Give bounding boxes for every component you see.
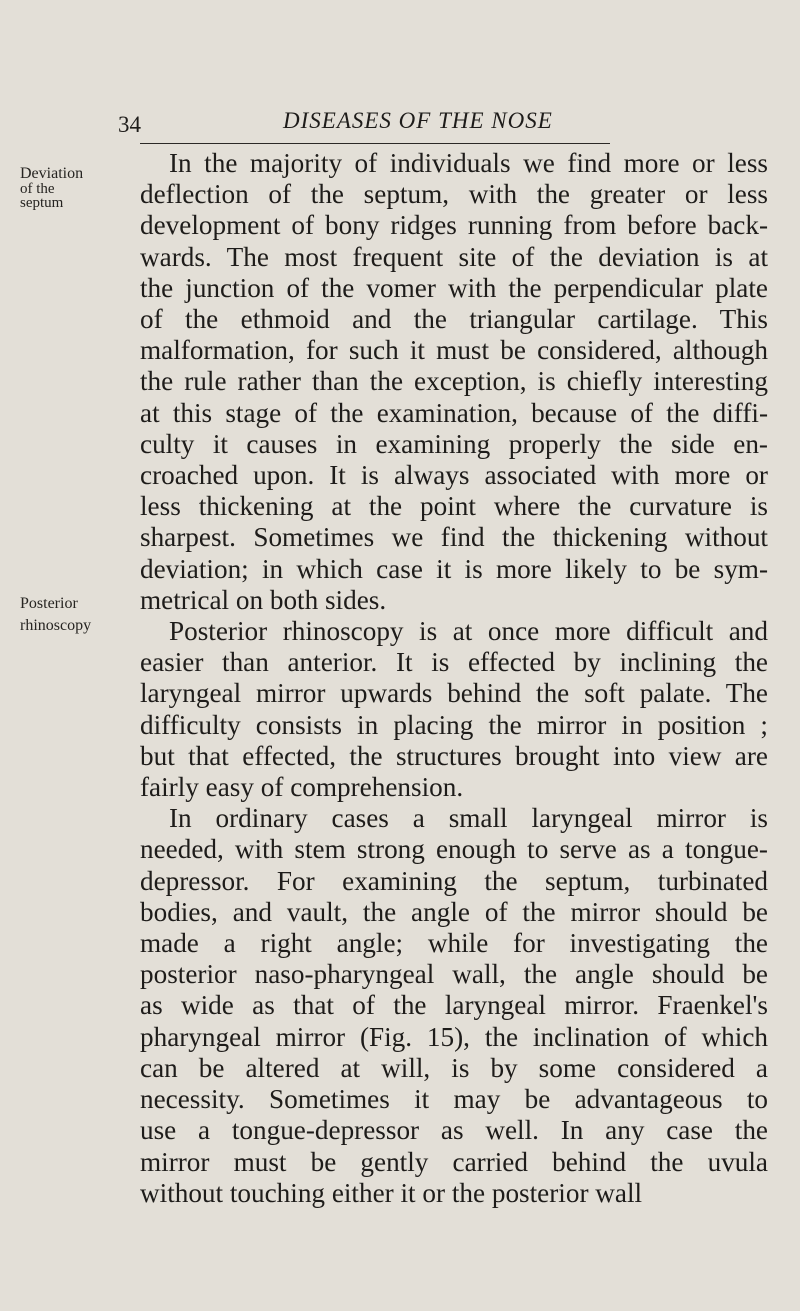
text-line: bodies, and vault, the angle of the mirror should be [140,896,768,927]
text-line: culty it causes in examining properly the side en- [140,428,768,459]
text-line: necessity. Sometimes it may be advantageous to [140,1084,768,1115]
margin-note-posterior [20,593,91,637]
text-line: metrical on both sides. [140,584,387,615]
page-number: 34 [118,112,141,137]
header-rule [140,143,610,144]
text-line: croached upon. It is always associated with more or [140,460,768,491]
text-line: of the ethmoid and the triangular cartilage. This [140,304,768,335]
text-line: In ordinary cases a small laryngeal mirror is [169,803,768,834]
text-line: posterior naso-pharyngeal wall, the angle should be [140,959,768,990]
text-line: use a tongue-depressor as well. In any case the [140,1115,768,1146]
text-line: deviation; in which case it is more likely to be sym- [140,553,768,584]
text-line: laryngeal mirror upwards behind the soft palate. The [140,678,768,709]
text-line: fairly easy of comprehension. [140,772,464,803]
paragraph-deviation [140,148,768,616]
text-line: difficulty consists in placing the mirror in position ; [140,709,768,740]
running-head: DISEASES OF THE NOSE [283,108,553,133]
page-header [118,106,800,146]
text-line: the junction of the vomer with the perpendicular plate [140,272,768,303]
paragraph-ordinary-cases [140,803,768,1209]
margin-note-line: Deviation [20,165,84,182]
margin-note-line: Posterior [20,595,78,612]
text-line: the rule rather than the exception, is chiefly interesting [140,366,768,397]
paragraph-posterior-rhinoscopy [140,616,768,803]
text-line: easier than anterior. It is effected by inclining the [140,647,768,678]
text-line: less thickening at the point where the curvature is [140,491,768,522]
margin-note-deviation [20,166,83,211]
text-line: development of bony ridges running from before back- [140,210,768,241]
margin-note-line: rhinoscopy [20,617,92,634]
text-line: deflection of the septum, with the greater or less [140,179,768,210]
text-line: made a right angle; while for investigating the [140,928,768,959]
margin-note-line: septum [20,195,64,211]
text-line: sharpest. Sometimes we find the thickening without [140,522,768,553]
text-line: Posterior rhinoscopy is at once more difficult and [169,616,768,647]
text-line: mirror must be gently carried behind the uvula [140,1146,768,1177]
body-text [140,148,768,1209]
text-line: depressor. For examining the septum, turbinated [140,865,768,896]
margin-note-line: of the [20,181,55,197]
text-line: pharyngeal mirror (Fig. 15), the inclination of which [140,1021,768,1052]
text-line: but that effected, the structures brought into view are [140,740,768,771]
text-line: In the majority of individuals we find more or less [169,148,768,178]
text-line: can be altered at will, is by some considered a [140,1052,768,1083]
text-line: as wide as that of the laryngeal mirror. Fraenkel's [140,990,768,1021]
text-line: malformation, for such it must be considered, although [140,335,768,366]
text-line: needed, with stem strong enough to serve as a tongue- [140,834,768,865]
text-line: at this stage of the examination, because of the diffi- [140,397,768,428]
text-line: wards. The most frequent site of the deviation is at [140,241,768,272]
text-line: without touching either it or the posterior wall [140,1177,643,1208]
